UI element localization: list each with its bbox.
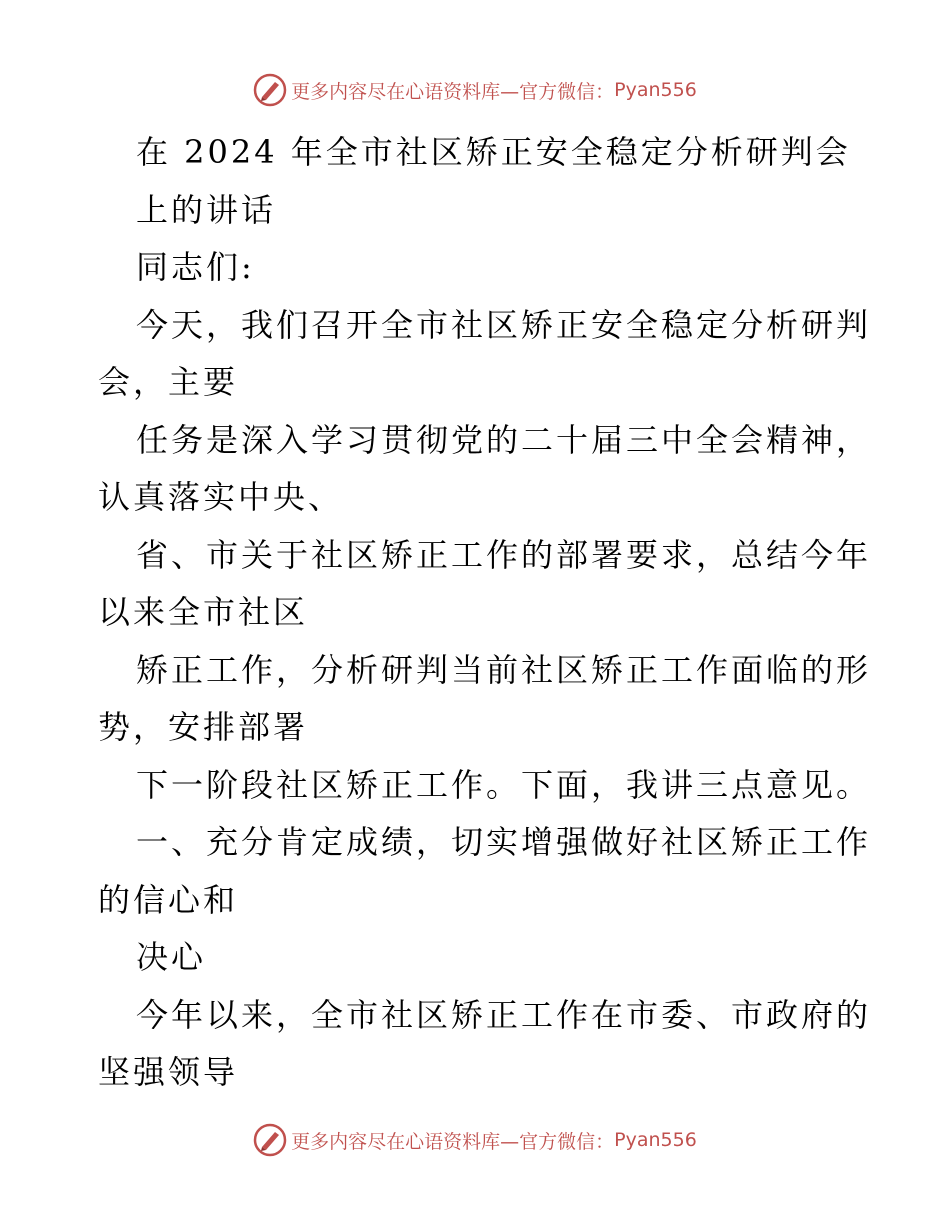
- paragraph-line: 今年以来，全市社区矫正工作在市委、市政府的: [136, 995, 872, 1034]
- paragraph-line: 认真落实中央、: [98, 478, 344, 516]
- paragraph-line: 省、市关于社区矫正工作的部署要求，总结今年: [136, 535, 872, 574]
- paragraph-line: 矫正工作，分析研判当前社区矫正工作面临的形: [136, 650, 872, 689]
- paragraph-line: 会，主要: [98, 363, 239, 401]
- paragraph-line: 以来全市社区: [98, 593, 309, 631]
- paragraph-line: 坚强领导: [98, 1053, 239, 1091]
- watermark-handle: Pyan556: [614, 1129, 697, 1151]
- paragraph-line: 下一阶段社区矫正工作。下面，我讲三点意见。: [136, 765, 872, 804]
- watermark-handle: Pyan556: [614, 79, 697, 101]
- watermark-text: 更多内容尽在心语资料库—官方微信：: [291, 80, 615, 103]
- paragraph-line: 任务是深入学习贯彻党的二十届三中全会精神，: [136, 420, 872, 459]
- section-heading-line: 决心: [136, 938, 207, 976]
- paragraph-line: 今天，我们召开全市社区矫正安全稳定分析研判: [136, 305, 872, 344]
- section-heading-line: 的信心和: [98, 880, 239, 919]
- watermark-text: 更多内容尽在心语资料库—官方微信：: [291, 1130, 615, 1153]
- document-body: [98, 124, 872, 1102]
- footer-watermark: [0, 1120, 950, 1160]
- pen-logo-icon: [253, 1123, 287, 1157]
- section-heading-line: 一、充分肯定成绩，切实增强做好社区矫正工作: [136, 823, 872, 861]
- title-line-2: 上的讲话: [136, 190, 277, 229]
- salutation: 同志们:: [136, 248, 255, 286]
- header-watermark: [0, 70, 950, 110]
- paragraph-line: 势，安排部署: [98, 708, 309, 746]
- pen-logo-icon: [253, 73, 287, 107]
- title-line-1: 在 2024 年全市社区矫正安全稳定分析研判会: [136, 133, 851, 171]
